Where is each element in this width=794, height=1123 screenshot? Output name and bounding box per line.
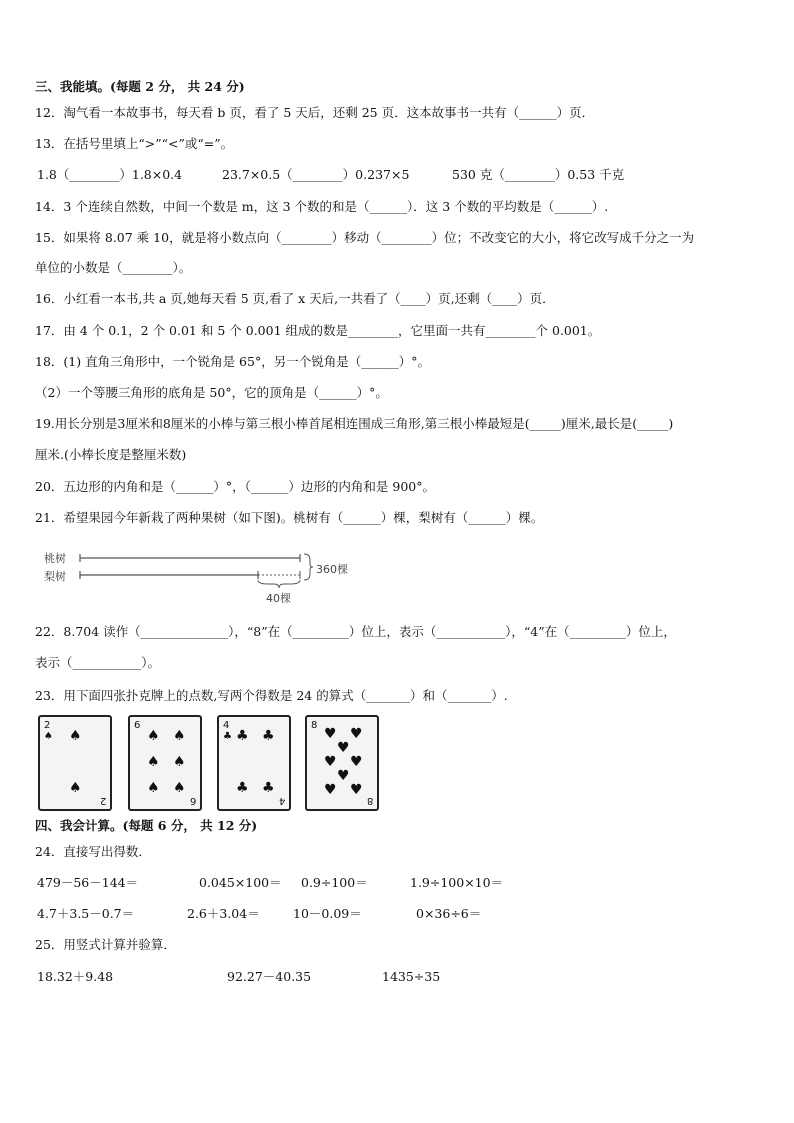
heart-icon: ♥ <box>324 726 337 742</box>
spade-icon: ♠ <box>173 780 186 796</box>
heart-icon: ♥ <box>350 726 363 742</box>
question-15-line-2: 单位的小数是（________）。 <box>35 260 192 275</box>
question-18-part-2: （2）一个等腰三角形的底角是 50°，它的顶角是（______）°。 <box>35 385 388 400</box>
vertical-calc-item: 18.32＋9.48 <box>37 969 114 984</box>
question-16: 16．小红看一本书,共 a 页,她每天看 5 页,看了 x 天后,一共看了（____）页,还剩（____）页． <box>35 291 555 306</box>
question-22-line-1: 22．8.704 读作（______________），“8”在（_________）位上，表示（___________），“4”在（_________）位上， <box>35 624 676 639</box>
calc-item: 10－0.09＝ <box>293 906 362 921</box>
question-23: 23．用下面四张扑克牌上的点数,写两个得数是 24 的算式（_______）和（_______）. <box>35 688 508 703</box>
calc-item: 1.9÷100×10＝ <box>410 875 504 890</box>
question-22-line-2: 表示（___________）。 <box>35 655 161 670</box>
card-8-hearts: 8 ♥ ♥ ♥ ♥ ♥ ♥ ♥ ♥ 8 <box>305 715 379 811</box>
calc-item: 2.6＋3.04＝ <box>187 906 260 921</box>
heart-icon: ♥ <box>350 782 363 798</box>
question-19-line-2: 厘米.(小棒长度是整厘米数) <box>35 447 187 462</box>
diagram-lines <box>40 548 370 608</box>
q13-item-3: 530 克（________）0.53 千克 <box>452 167 625 182</box>
calc-item: 0×36÷6＝ <box>416 906 482 921</box>
spade-icon: ♠ <box>173 728 186 744</box>
heart-icon: ♥ <box>350 754 363 770</box>
spade-icon: ♠ <box>147 754 160 770</box>
question-21: 21．希望果园今年新栽了两种果树（如下图)。桃树有（______）棵，梨树有（______）棵。 <box>35 510 544 525</box>
club-icon: ♣ <box>262 780 275 796</box>
question-13: 13．在括号里填上“>”“<”或“=”。 <box>35 136 234 151</box>
question-25: 25．用竖式计算并验算． <box>35 937 176 952</box>
question-18-part-1: 18．(1) 直角三角形中，一个锐角是 65°，另一个锐角是（______）°。 <box>35 354 430 369</box>
fruit-tree-diagram <box>40 548 370 608</box>
spade-icon: ♠ <box>173 754 186 770</box>
question-14: 14．3 个连续自然数，中间一个数是 m，这 3 个数的和是（______）．这 3 个数的平均数是（______）. <box>35 199 609 214</box>
card-2-spades: 2 ♠ ♠ ♠ 2 <box>38 715 112 811</box>
calc-item: 0.045×100＝ <box>199 875 282 890</box>
diff-label: 40棵 <box>266 592 291 605</box>
calc-item: 4.7＋3.5－0.7＝ <box>37 906 135 921</box>
question-12: 12．淘气看一本故事书，每天看 b 页，看了 5 天后，还剩 25 页．这本故事书一共有（______）页． <box>35 105 595 120</box>
total-label: 360棵 <box>316 563 348 576</box>
card-4-clubs: 4 ♣ ♣ ♣ ♣ ♣ 4 <box>217 715 291 811</box>
spade-icon: ♠ <box>69 780 82 796</box>
question-15-line-1: 15．如果将 8.07 乘 10，就是将小数点向（________）移动（________）位；不改变它的大小，将它改写成千分之一为 <box>35 230 695 245</box>
club-icon: ♣ <box>236 780 249 796</box>
question-20: 20．五边形的内角和是（______）°，（______）边形的内角和是 900°。 <box>35 479 435 494</box>
peach-label: 桃树 <box>44 552 66 565</box>
pear-label: 梨树 <box>44 570 66 583</box>
spade-icon: ♠ <box>147 780 160 796</box>
question-24: 24．直接写出得数． <box>35 844 151 859</box>
calc-item: 479－56－144＝ <box>37 875 139 890</box>
section-4-heading: 四、我会计算。(每题 6 分， 共 12 分) <box>35 818 258 833</box>
q13-item-2: 23.7×0.5（________）0.237×5 <box>222 167 410 182</box>
section-3-heading: 三、我能填。(每题 2 分， 共 24 分) <box>35 79 245 94</box>
club-icon: ♣ <box>236 728 249 744</box>
question-17: 17．由 4 个 0.1，2 个 0.01 和 5 个 0.001 组成的数是________，它里面一共有________个 0.001。 <box>35 323 601 338</box>
vertical-calc-item: 92.27－40.35 <box>227 969 312 984</box>
calc-item: 0.9÷100＝ <box>301 875 368 890</box>
heart-icon: ♥ <box>337 768 350 784</box>
q13-item-1: 1.8（________）1.8×0.4 <box>37 167 183 182</box>
heart-icon: ♥ <box>324 782 337 798</box>
vertical-calc-item: 1435÷35 <box>382 969 441 984</box>
spade-icon: ♠ <box>69 728 82 744</box>
heart-icon: ♥ <box>324 754 337 770</box>
heart-icon: ♥ <box>337 740 350 756</box>
card-6-spades: 6 ♠ ♠ ♠ ♠ ♠ ♠ 6 <box>128 715 202 811</box>
club-icon: ♣ <box>262 728 275 744</box>
spade-icon: ♠ <box>147 728 160 744</box>
question-19-line-1: 19.用长分别是3厘米和8厘米的小棒与第三根小棒首尾相连围成三角形,第三根小棒最短是(_____)厘米,最长是(_____) <box>35 416 674 431</box>
